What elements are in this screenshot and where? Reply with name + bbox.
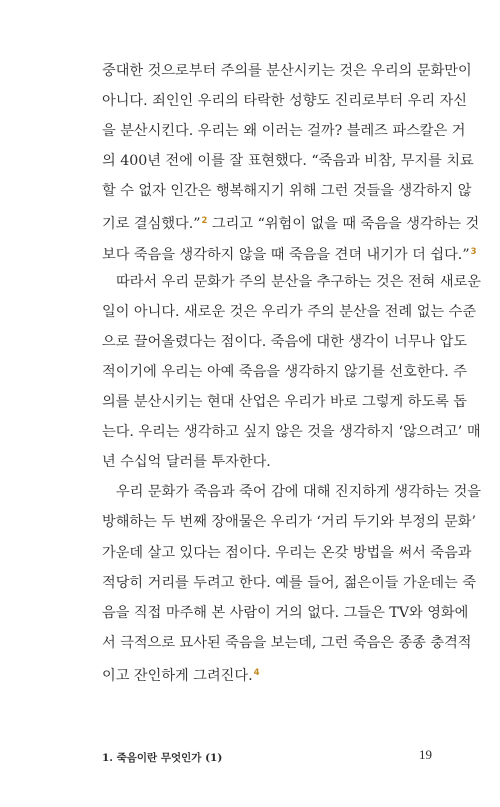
text-line: [102, 86, 468, 116]
line-text: 서 극적으로 묘사된 죽음을 보는데, 그런 죽음은 종종 충격적: [102, 634, 472, 651]
line-text: 년 수십억 달러를 투자한다.: [102, 454, 271, 471]
text-line: [102, 116, 466, 146]
line-text: 이고 잔인하게 그려진다.: [102, 667, 253, 684]
line-text: 의를 분산시키는 현대 산업은 우리가 바로 그렇게 하도록 돕: [102, 394, 468, 411]
line-text: 일이 아니다. 새로운 것은 우리가 주의 분산을 전례 없는 수준: [102, 303, 477, 320]
body-text: [102, 56, 482, 688]
text-line-paragraph-start: [102, 477, 482, 507]
text-line: [102, 297, 477, 327]
line-text: 음을 직접 마주해 본 사람이 거의 없다. 그들은 TV와 영화에: [102, 604, 469, 621]
line-text: 우리 문화가 죽음과 죽어 감에 대해 진지하게 생각하는 것을: [116, 484, 482, 501]
text-line: [102, 658, 432, 688]
text-line: [102, 176, 472, 206]
line-text: 으로 끌어올렸다는 점이다. 죽음에 대한 생각이 너무나 압도: [102, 333, 468, 350]
page-number: 19: [419, 747, 432, 762]
text-line: [102, 538, 472, 568]
text-line: [102, 447, 432, 477]
text-line: [102, 237, 477, 267]
text-line: [102, 206, 480, 236]
footnote-marker-4[interactable]: 4: [253, 667, 260, 678]
line-text: 적당히 거리를 두려고 한다. 예를 들어, 젊은이들 가운데는 죽: [102, 574, 477, 591]
line-text: 보다 죽음을 생각하지 않을 때 죽음을 견뎌 내기가 더 쉽다.”: [102, 246, 470, 263]
line-text-continued: 그리고 “위험이 없을 때 죽음을 생각하는 것: [207, 216, 480, 233]
text-line: [102, 628, 472, 658]
line-text: 기로 결심했다.”: [102, 216, 201, 233]
text-line: [102, 598, 469, 628]
footnote-marker-2[interactable]: 2: [201, 216, 208, 227]
line-text: 적이기에 우리는 아예 죽음을 생각하지 않기를 선호한다. 주: [102, 363, 468, 380]
page-footer: [102, 747, 432, 767]
line-text: 을 분산시킨다. 우리는 왜 이러는 걸까? 블레즈 파스칼은 거: [102, 123, 466, 140]
footnote-marker-3[interactable]: 3: [470, 246, 477, 257]
text-line-paragraph-start: [102, 267, 482, 297]
line-text: 아니다. 죄인인 우리의 타락한 성향도 진리로부터 우리 자신: [102, 93, 468, 110]
text-line: [102, 146, 474, 176]
line-text: 방해하는 두 번째 장애물은 우리가 ‘거리 두기와 부정의 문화’: [102, 514, 477, 531]
text-line: [102, 417, 481, 447]
line-text: 중대한 것으로부터 주의를 분산시키는 것은 우리의 문화만이: [102, 63, 472, 79]
text-line: [102, 507, 477, 537]
text-line: [102, 387, 468, 417]
text-line: [102, 568, 477, 598]
text-line: [102, 56, 472, 86]
line-text: 가운데 살고 있다는 점이다. 우리는 온갖 방법을 써서 죽음과: [102, 544, 472, 561]
line-text: 따라서 우리 문화가 주의 분산을 추구하는 것은 전혀 새로운: [116, 273, 482, 290]
text-line: [102, 327, 468, 357]
line-text: 의 400년 전에 이를 잘 표현했다. “죽음과 비참, 무지를 치료: [102, 153, 474, 170]
line-text: 할 수 없자 인간은 행복해지기 위해 그런 것들을 생각하지 않: [102, 183, 472, 200]
text-line: [102, 357, 468, 387]
running-head: 1. 죽음이란 무엇인가 (1): [102, 752, 223, 764]
line-text: 는다. 우리는 생각하고 싶지 않은 것을 생각하지 ‘않으려고’ 매: [102, 424, 481, 441]
